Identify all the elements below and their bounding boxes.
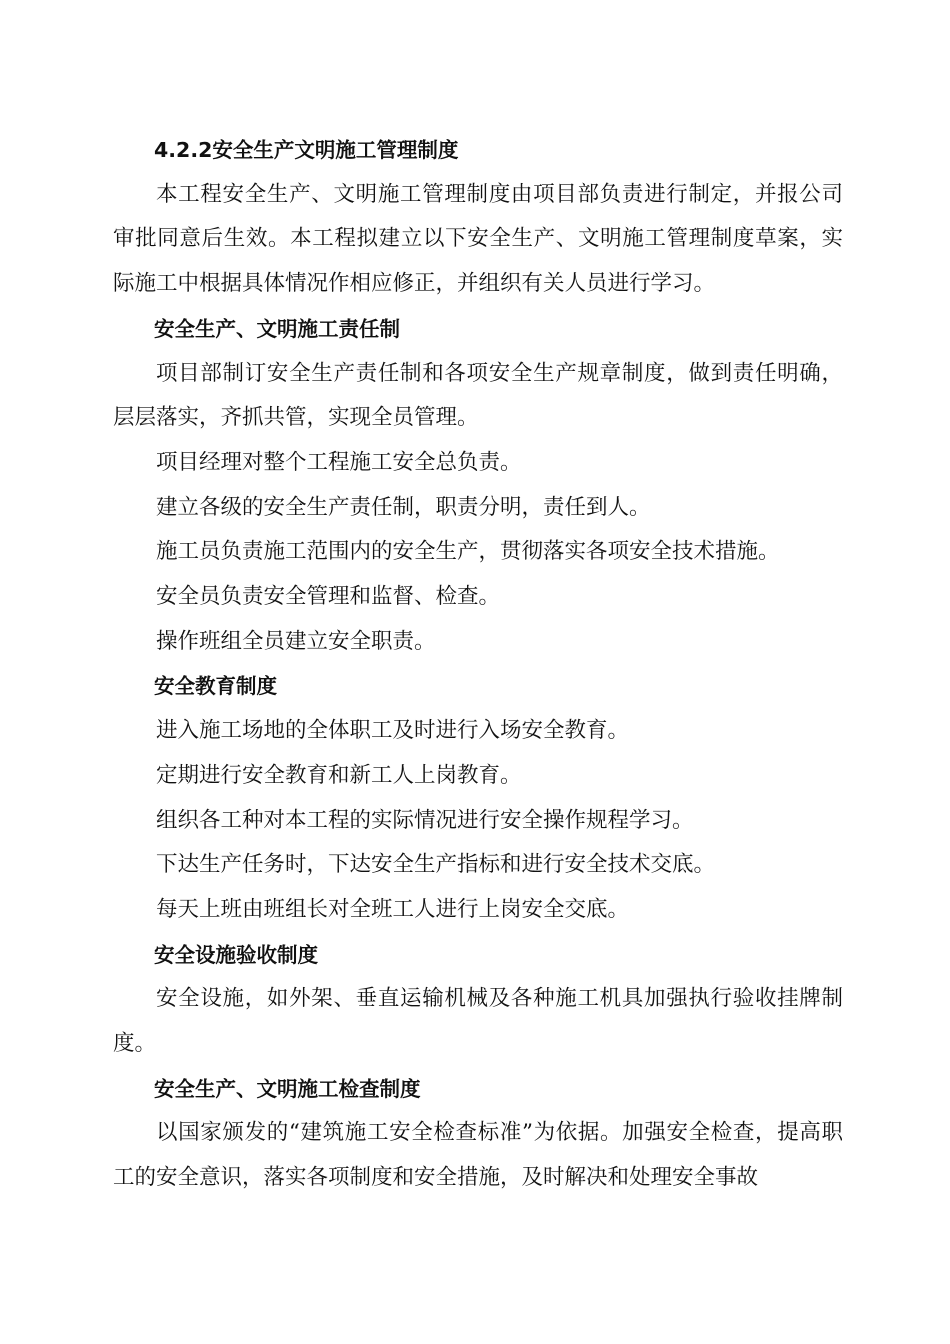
responsibility-paragraph: 项目经理对整个工程施工安全总负责。 (156, 449, 522, 475)
inspection-heading: 安全生产、文明施工检查制度 (154, 1076, 421, 1101)
education-paragraph: 下达生产任务时，下达安全生产指标和进行安全技术交底。 (156, 852, 716, 878)
education-paragraph: 进入施工场地的全体职工及时进行入场安全教育。 (156, 718, 630, 744)
acceptance-heading: 安全设施验收制度 (154, 942, 318, 967)
responsibility-paragraph: 操作班组全员建立安全职责。 (156, 628, 436, 654)
acceptance-paragraph: 安全设施，如外架、垂直运输机械及各种施工机具加强执行验收挂牌制度。 (113, 986, 843, 1057)
education-paragraph: 组织各工种对本工程的实际情况进行安全操作规程学习。 (156, 807, 694, 833)
responsibility-paragraph: 项目部制订安全生产责任制和各项安全生产规章制度，做到责任明确，层层落实，齐抓共管，实现全员管理。 (113, 360, 843, 431)
section-title: 4.2.2安全生产文明施工管理制度 (154, 138, 459, 162)
intro-paragraph: 本工程安全生产、文明施工管理制度由项目部负责进行制定，并报公司审批同意后生效。本工程拟建立以下安全生产、文明施工管理制度草案，实际施工中根据具体情况作相应修正，并组织有关人员进行学习。 (113, 181, 843, 297)
education-paragraph: 定期进行安全教育和新工人上岗教育。 (156, 762, 522, 788)
responsibility-paragraph: 建立各级的安全生产责任制，职责分明，责任到人。 (156, 494, 651, 520)
inspection-paragraph: 以国家颁发的“建筑施工安全检查标准”为依据。加强安全检查，提高职工的安全意识，落实各项制度和安全措施，及时解决和处理安全事故 (113, 1120, 843, 1191)
education-heading: 安全教育制度 (154, 674, 277, 699)
document-page (113, 128, 843, 1201)
education-paragraph: 每天上班由班组长对全班工人进行上岗安全交底。 (156, 896, 630, 922)
responsibility-paragraph: 施工员负责施工范围内的安全生产，贯彻落实各项安全技术措施。 (156, 539, 780, 565)
responsibility-heading: 安全生产、文明施工责任制 (154, 316, 400, 341)
responsibility-paragraph: 安全员负责安全管理和监督、检查。 (156, 584, 501, 610)
